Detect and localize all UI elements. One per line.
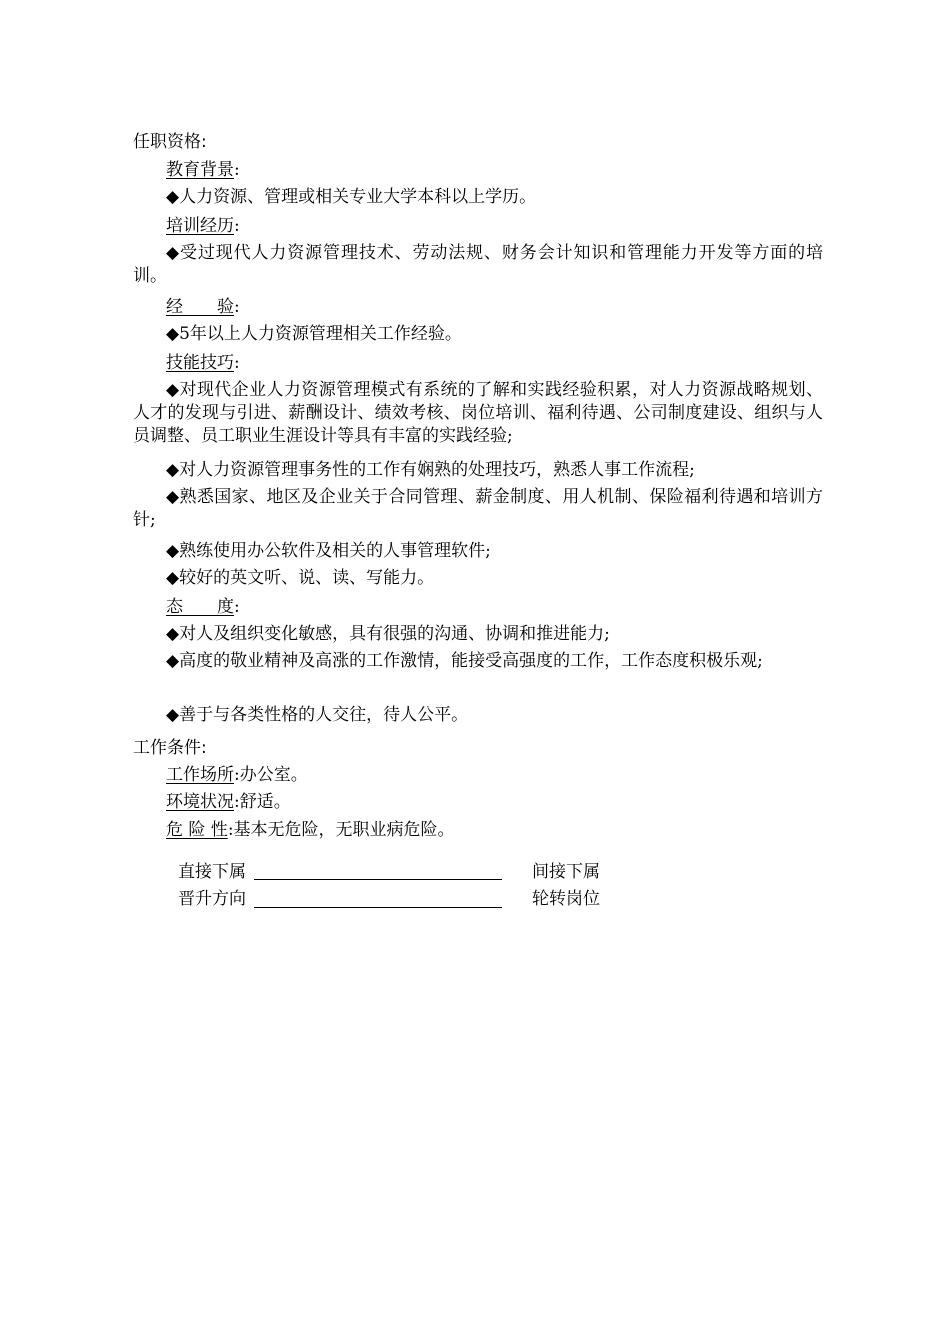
training-label: 培训经历 bbox=[166, 216, 234, 236]
skills-item: ◆熟练使用办公软件及相关的人事管理软件; bbox=[166, 541, 491, 561]
training-colon: : bbox=[234, 216, 240, 236]
qualifications-title: 任职资格: bbox=[133, 132, 207, 152]
direct-subordinate-blank[interactable] bbox=[254, 879, 502, 880]
experience-heading bbox=[166, 296, 240, 318]
skills-item: ◆对人力资源管理事务性的工作有娴熟的处理技巧，熟悉人事工作流程; bbox=[166, 460, 695, 480]
direct-subordinate-label: 直接下属 bbox=[178, 862, 246, 882]
hazard-label: 危 险 性 bbox=[166, 820, 228, 840]
experience-item: ◆5年以上人力资源管理相关工作经验。 bbox=[166, 324, 462, 344]
attitude-item: ◆对人及组织变化敏感，具有很强的沟通、协调和推进能力; bbox=[166, 624, 610, 644]
education-item: ◆人力资源、管理或相关专业大学本科以上学历。 bbox=[166, 187, 537, 207]
work-place-value: :办公室。 bbox=[234, 765, 308, 785]
skills-item: ◆熟悉国家、地区及企业关于合同管理、薪金制度、用人机制、保险福利待遇和培训方针; bbox=[133, 487, 823, 530]
work-place-label: 工作场所 bbox=[166, 765, 234, 785]
promotion-direction-blank[interactable] bbox=[254, 907, 502, 908]
attitude-colon: : bbox=[234, 597, 240, 617]
skills-heading bbox=[166, 352, 240, 374]
work-place-row bbox=[166, 764, 308, 786]
attitude-heading bbox=[166, 596, 240, 618]
attitude-item: ◆善于与各类性格的人交往，待人公平。 bbox=[166, 705, 469, 725]
experience-label: 经 验 bbox=[166, 297, 234, 317]
experience-colon: : bbox=[234, 297, 240, 317]
environment-row bbox=[166, 791, 291, 813]
indirect-subordinate-label: 间接下属 bbox=[532, 862, 600, 882]
hazard-value: :基本无危险，无职业病危险。 bbox=[227, 820, 455, 840]
rotation-position-label: 轮转岗位 bbox=[532, 889, 600, 909]
work-conditions-title: 工作条件: bbox=[133, 738, 207, 758]
training-item: ◆受过现代人力资源管理技术、劳动法规、财务会计知识和管理能力开发等方面的培训。 bbox=[133, 243, 823, 286]
environment-value: :舒适。 bbox=[234, 792, 291, 812]
hazard-row bbox=[166, 819, 455, 841]
skills-label: 技能技巧 bbox=[166, 353, 234, 373]
training-heading bbox=[166, 215, 240, 237]
education-colon: : bbox=[234, 160, 240, 180]
skills-item: ◆较好的英文听、说、读、写能力。 bbox=[166, 568, 435, 588]
education-label: 教育背景 bbox=[166, 160, 234, 180]
education-heading bbox=[166, 159, 240, 181]
attitude-label: 态 度 bbox=[166, 597, 234, 617]
environment-label: 环境状况 bbox=[166, 792, 234, 812]
skills-item: ◆对现代企业人力资源管理模式有系统的了解和实践经验积累，对人力资源战略规划、人才的发现与引进、薪酬设计、绩效考核、岗位培训、福利待遇、公司制度建设、组织与人员调整、员工职业生涯设计等具有丰富的实践经验; bbox=[133, 380, 823, 446]
attitude-item: ◆高度的敬业精神及高涨的工作激情，能接受高强度的工作，工作态度积极乐观; bbox=[166, 651, 763, 671]
promotion-direction-label: 晋升方向 bbox=[178, 889, 246, 909]
skills-colon: : bbox=[234, 353, 240, 373]
